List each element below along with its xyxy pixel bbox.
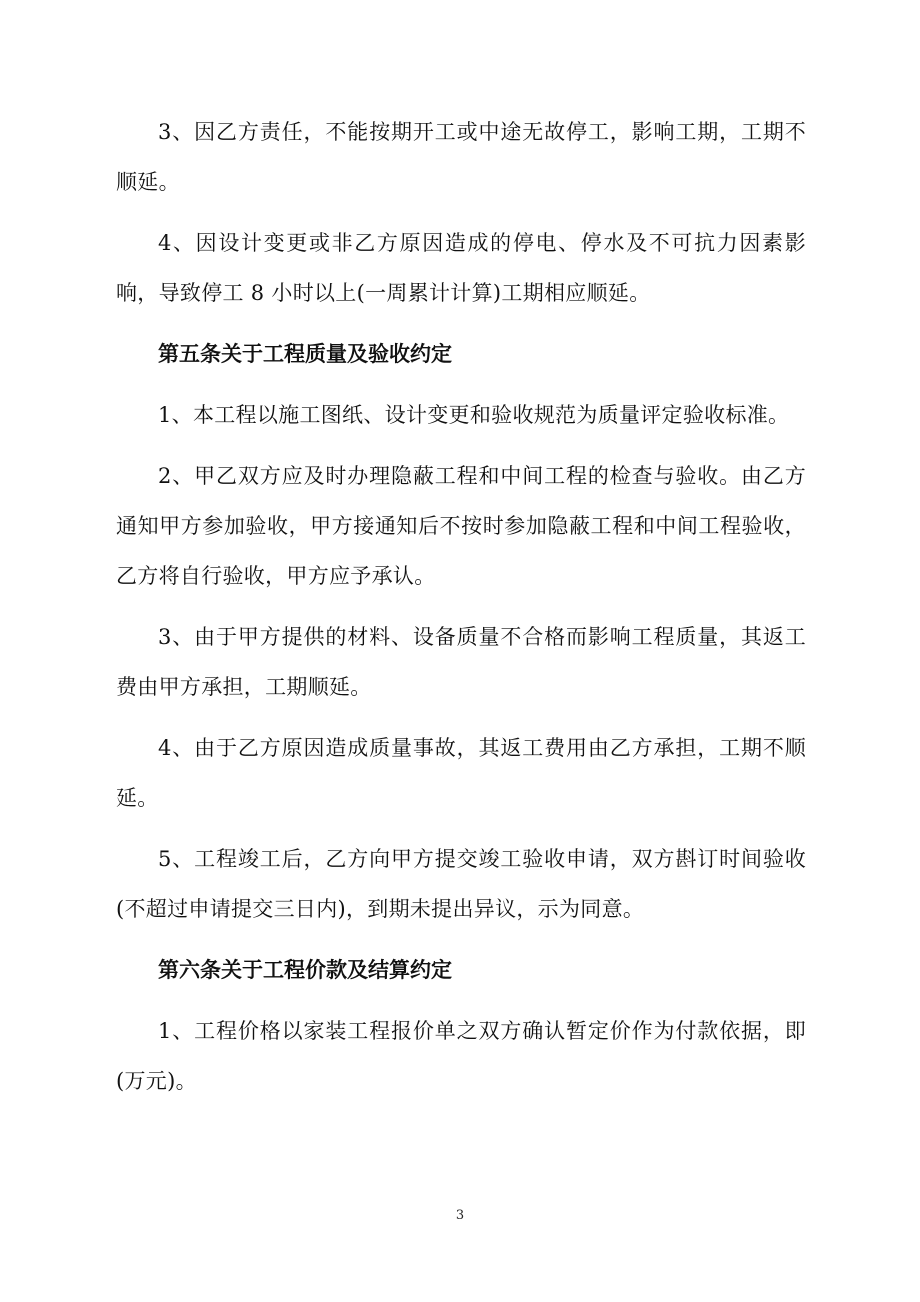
page-number: 3 (455, 1208, 465, 1223)
document-body (116, 107, 806, 1117)
paragraph-project-price: 1、工程价格以家装工程报价单之双方确认暂定价作为付款依据，即(万元)。 (116, 1019, 806, 1093)
paragraph-owner-materials: 3、由于甲方提供的材料、设备质量不合格而影响工程质量，其返工费由甲方承担，工期顺延。 (116, 625, 806, 699)
paragraph-completion-acceptance: 5、工程竣工后，乙方向甲方提交竣工验收申请，双方斟订时间验收(不超过申请提交三日内)，到期未提出异议，示为同意。 (116, 847, 806, 921)
section-heading-price: 第六条关于工程价款及结算约定 (158, 958, 452, 982)
paragraph-delay-design-change: 4、因设计变更或非乙方原因造成的停电、停水及不可抗力因素影响，导致停工 8 小时以上(一周累计计算)工期相应顺延。 (116, 231, 806, 305)
paragraph-hidden-works-inspection: 2、甲乙双方应及时办理隐蔽工程和中间工程的检查与验收。由乙方通知甲方参加验收，甲方接通知后不按时参加隐蔽工程和中间工程验收，乙方将自行验收，甲方应予承认。 (116, 464, 806, 588)
paragraph-quality-accident: 4、由于乙方原因造成质量事故，其返工费用由乙方承担，工期不顺延。 (116, 736, 806, 810)
paragraph-quality-standard: 1、本工程以施工图纸、设计变更和验收规范为质量评定验收标准。 (158, 403, 790, 427)
section-heading-quality: 第五条关于工程质量及验收约定 (158, 342, 452, 366)
paragraph-delay-contractor: 3、因乙方责任，不能按期开工或中途无故停工，影响工期，工期不顺延。 (116, 120, 806, 194)
